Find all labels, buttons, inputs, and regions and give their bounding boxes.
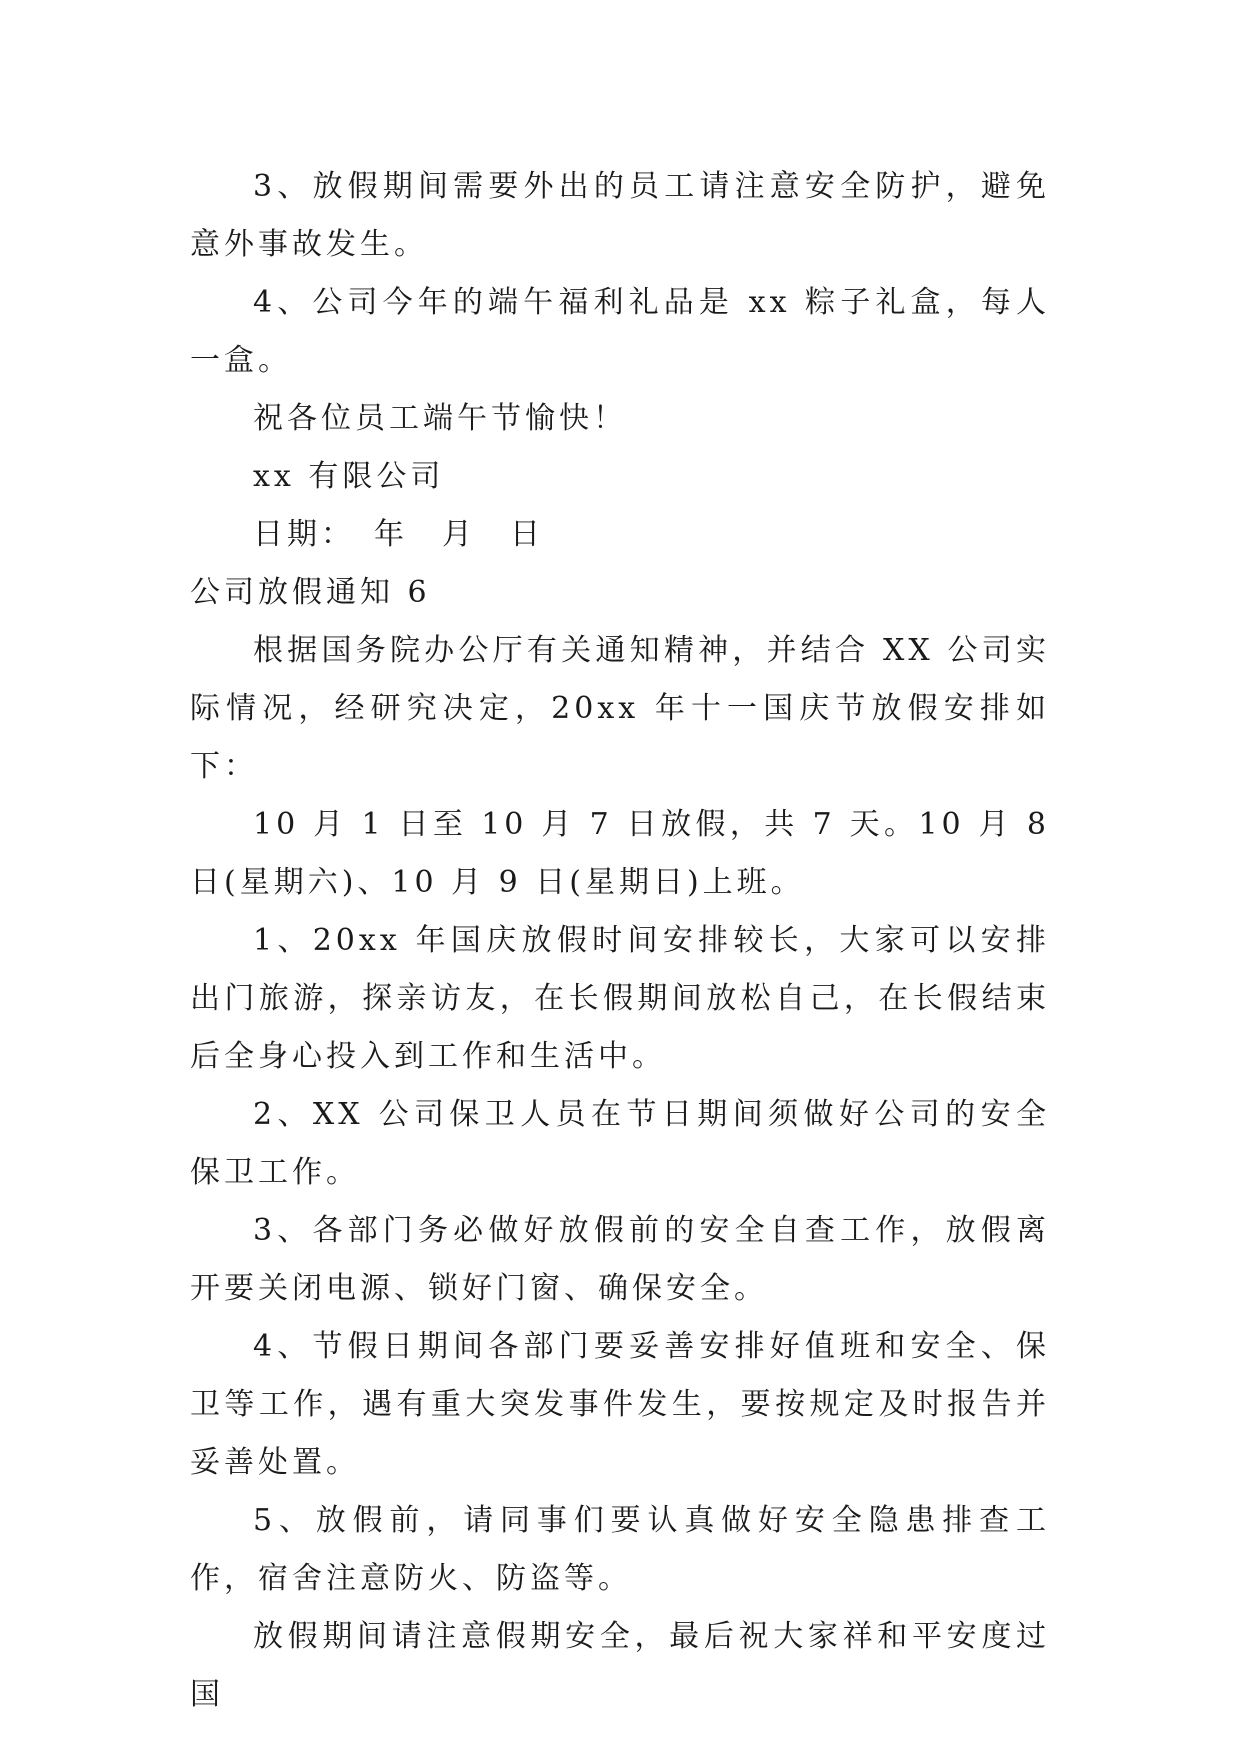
paragraph-intro: 根据国务院办公厅有关通知精神，并结合 XX 公司实际情况，经研究决定，20xx 年十一国庆节放假安排如下： [190,633,1050,784]
paragraph-greeting: 祝各位员工端午节愉快！ [253,401,627,436]
company-signature: xx 有限公司 [253,459,445,494]
paragraph-item-1: 1、20xx 年国庆放假时间安排较长，大家可以安排出门旅游，探亲访友，在长假期间放松自己，在长假结束后全身心投入到工作和生活中。 [190,923,1050,1074]
paragraph-item-3: 3、各部门务必做好放假前的安全自查工作，放假离开要关闭电源、锁好门窗、确保安全。 [190,1213,1050,1306]
paragraph-closing: 放假期间请注意假期安全，最后祝大家祥和平安度过国 [190,1619,1050,1712]
paragraph-item-5: 5、放假前，请同事们要认真做好安全隐患排查工作，宿舍注意防火、防盗等。 [190,1503,1050,1596]
date-line: 日期： 年 月 日 [253,517,544,552]
paragraph-outing-safety: 3、放假期间需要外出的员工请注意安全防护，避免意外事故发生。 [190,169,1050,262]
paragraph-gift: 4、公司今年的端午福利礼品是 xx 粽子礼盒，每人一盒。 [190,285,1050,378]
paragraph-item-2: 2、XX 公司保卫人员在节日期间须做好公司的安全保卫工作。 [190,1097,1050,1190]
paragraph-item-4: 4、节假日期间各部门要妥善安排好值班和安全、保卫等工作，遇有重大突发事件发生，要按规定及时报告并妥善处置。 [190,1329,1050,1480]
paragraph-schedule: 10 月 1 日至 10 月 7 日放假，共 7 天。10 月 8 日(星期六)、10 月 9 日(星期日)上班。 [190,807,1050,900]
document-page [190,158,1050,1724]
section-heading: 公司放假通知 6 [190,575,431,610]
